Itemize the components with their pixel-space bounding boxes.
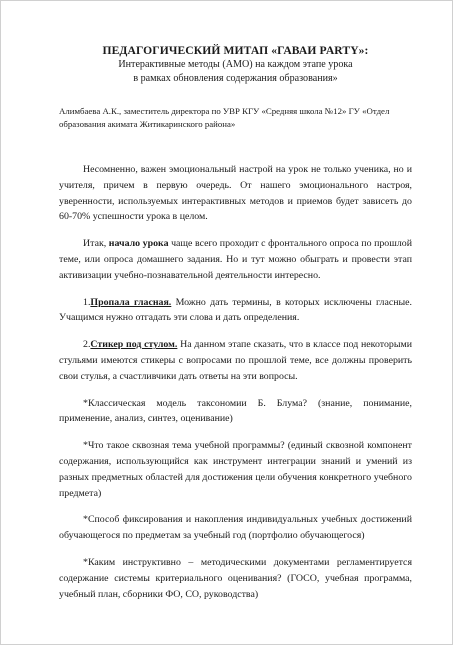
question-portfolio: *Способ фиксирования и накопления индивидуальных учебных достижений обучающегося по предметам за учебный год (портфолио обучающегося) bbox=[59, 514, 412, 542]
document-title: ПЕДАГОГИЧЕСКИЙ МИТАП «ГАВАИ PARTY»: bbox=[102, 44, 369, 57]
missing-vowel-heading: Пропала гласная. bbox=[90, 296, 172, 308]
paragraph-lesson-start bbox=[59, 236, 412, 283]
paragraph-intro: Несомненно, важен эмоциональный настрой на урок не только ученика, но и учителя, причем в первую очередь. От нашего эмоционального настроя, уверенности, используемых интерактивных методов и приемов будет зависеть до 60-70% успешности урока в целом. bbox=[59, 164, 412, 223]
question-bloom-taxonomy: *Классическая модель таксономии Б. Блума? (знание, понимание, применение, анализ, синтез, оценивание) bbox=[59, 397, 412, 425]
missing-vowel-number: 1. bbox=[83, 296, 91, 308]
paragraph-sticker-under-chair bbox=[59, 337, 412, 384]
lesson-start-text-before: Итак, bbox=[83, 238, 109, 250]
document-subtitle-line-1: Интерактивные методы (АМО) на каждом этапе урока bbox=[118, 59, 353, 70]
sticker-heading: Стикер под стулом. bbox=[90, 339, 178, 351]
question-cross-cutting-theme: *Что такое сквозная тема учебной программы? (единый сквозной компонент содержания, использующийся как инструмент интеграции знаний и умений из разных предметных областей для достижения цели обучения конкретного учебного предмета) bbox=[59, 440, 412, 499]
author-affiliation: Алимбаева А.К., заместитель директора по УВР КГУ «Средняя школа №12» ГУ «Отдел образования акимата Житикаринского района» bbox=[59, 106, 390, 129]
sticker-number: 2. bbox=[83, 339, 91, 351]
sticker-text: На данном этапе сказать, что в классе под некоторыми стульями имеются стикеры с вопросами по прошлой теме, все должны проверить свои стулья, а счастливчики дать ответы на эти вопросы. bbox=[59, 339, 412, 382]
paragraph-missing-vowel bbox=[59, 295, 412, 327]
missing-vowel-text: Можно дать термины, в которых исключены гласные. Учащимся нужно отгадать эти слова и дать определения. bbox=[59, 296, 412, 324]
question-assessment-documents: *Каким инструктивно – методическими документами регламентируется содержание системы критериального оценивания? (ГОСО, учебная программа, учебный план, сборники ФО, СО, руководства) bbox=[59, 556, 412, 600]
document-subtitle-line-2: в рамках обновления содержания образования» bbox=[133, 72, 338, 84]
lesson-start-bold: начало урока bbox=[108, 238, 169, 250]
document-body bbox=[59, 162, 412, 602]
lesson-start-text-after: чаще всего проходит с фронтального опроса по прошлой теме, или опроса домашнего задания. Но и тут можно обыграть и провести этап активизации учебно-познавательной деятельности интересно. bbox=[59, 238, 412, 281]
